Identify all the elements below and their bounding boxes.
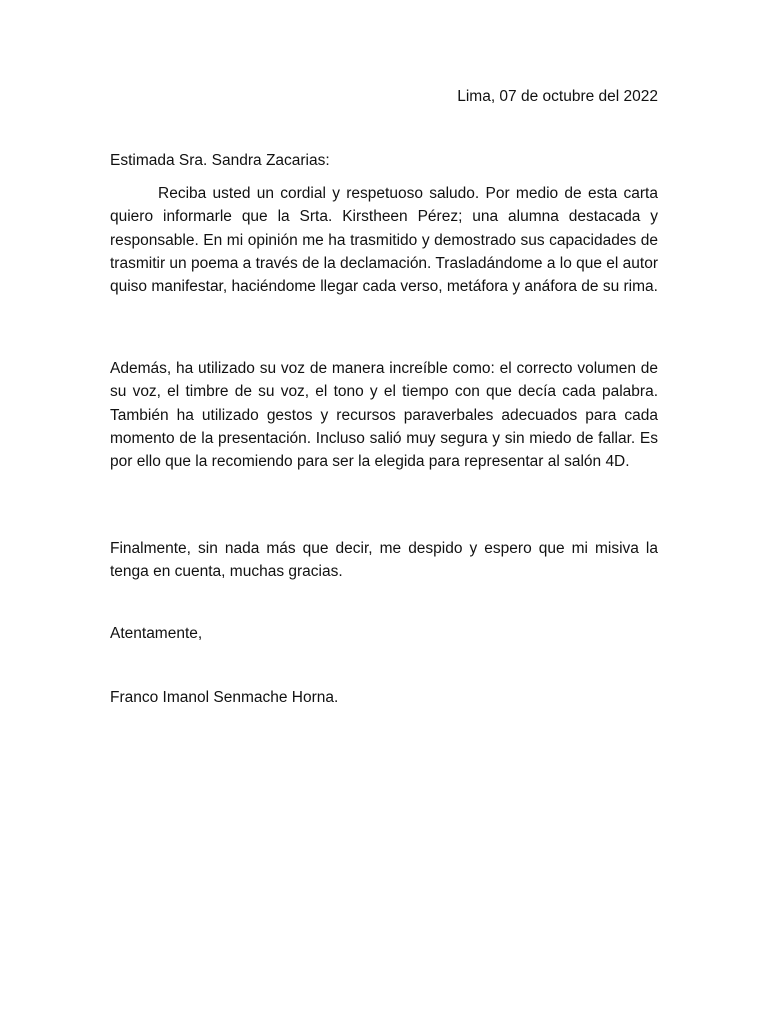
letter-paragraph-3: Finalmente, sin nada más que decir, me despido y espero que mi misiva la tenga en cuenta, muchas gracias. xyxy=(110,540,658,581)
letter-signature: Franco Imanol Senmache Horna. xyxy=(110,689,339,706)
letter-paragraph-1: Reciba usted un cordial y respetuoso saludo. Por medio de esta carta quiero informarle que la Srta. Kirstheen Pérez; una alumna destacada y responsable. En mi opinión me ha trasmitido y demostrado sus capacidades de trasmitir un poema a través de la declamación. Trasladándome a lo que el autor quiso manifestar, haciéndome llegar cada verso, metáfora y anáfora de su rima. xyxy=(110,185,658,296)
letter-greeting: Estimada Sra. Sandra Zacarias: xyxy=(110,152,330,169)
letter-date: Lima, 07 de octubre del 2022 xyxy=(457,88,658,105)
letter-closing: Atentamente, xyxy=(110,625,203,642)
letter-paragraph-2: Además, ha utilizado su voz de manera increíble como: el correcto volumen de su voz, el timbre de su voz, el tono y el tiempo con que decía cada palabra. También ha utilizado gestos y recursos paraverbales adecuados para cada momento de la presentación. Incluso salió muy segura y sin miedo de fallar. Es por ello que la recomiendo para ser la elegida para representar al salón 4D. xyxy=(110,360,658,471)
